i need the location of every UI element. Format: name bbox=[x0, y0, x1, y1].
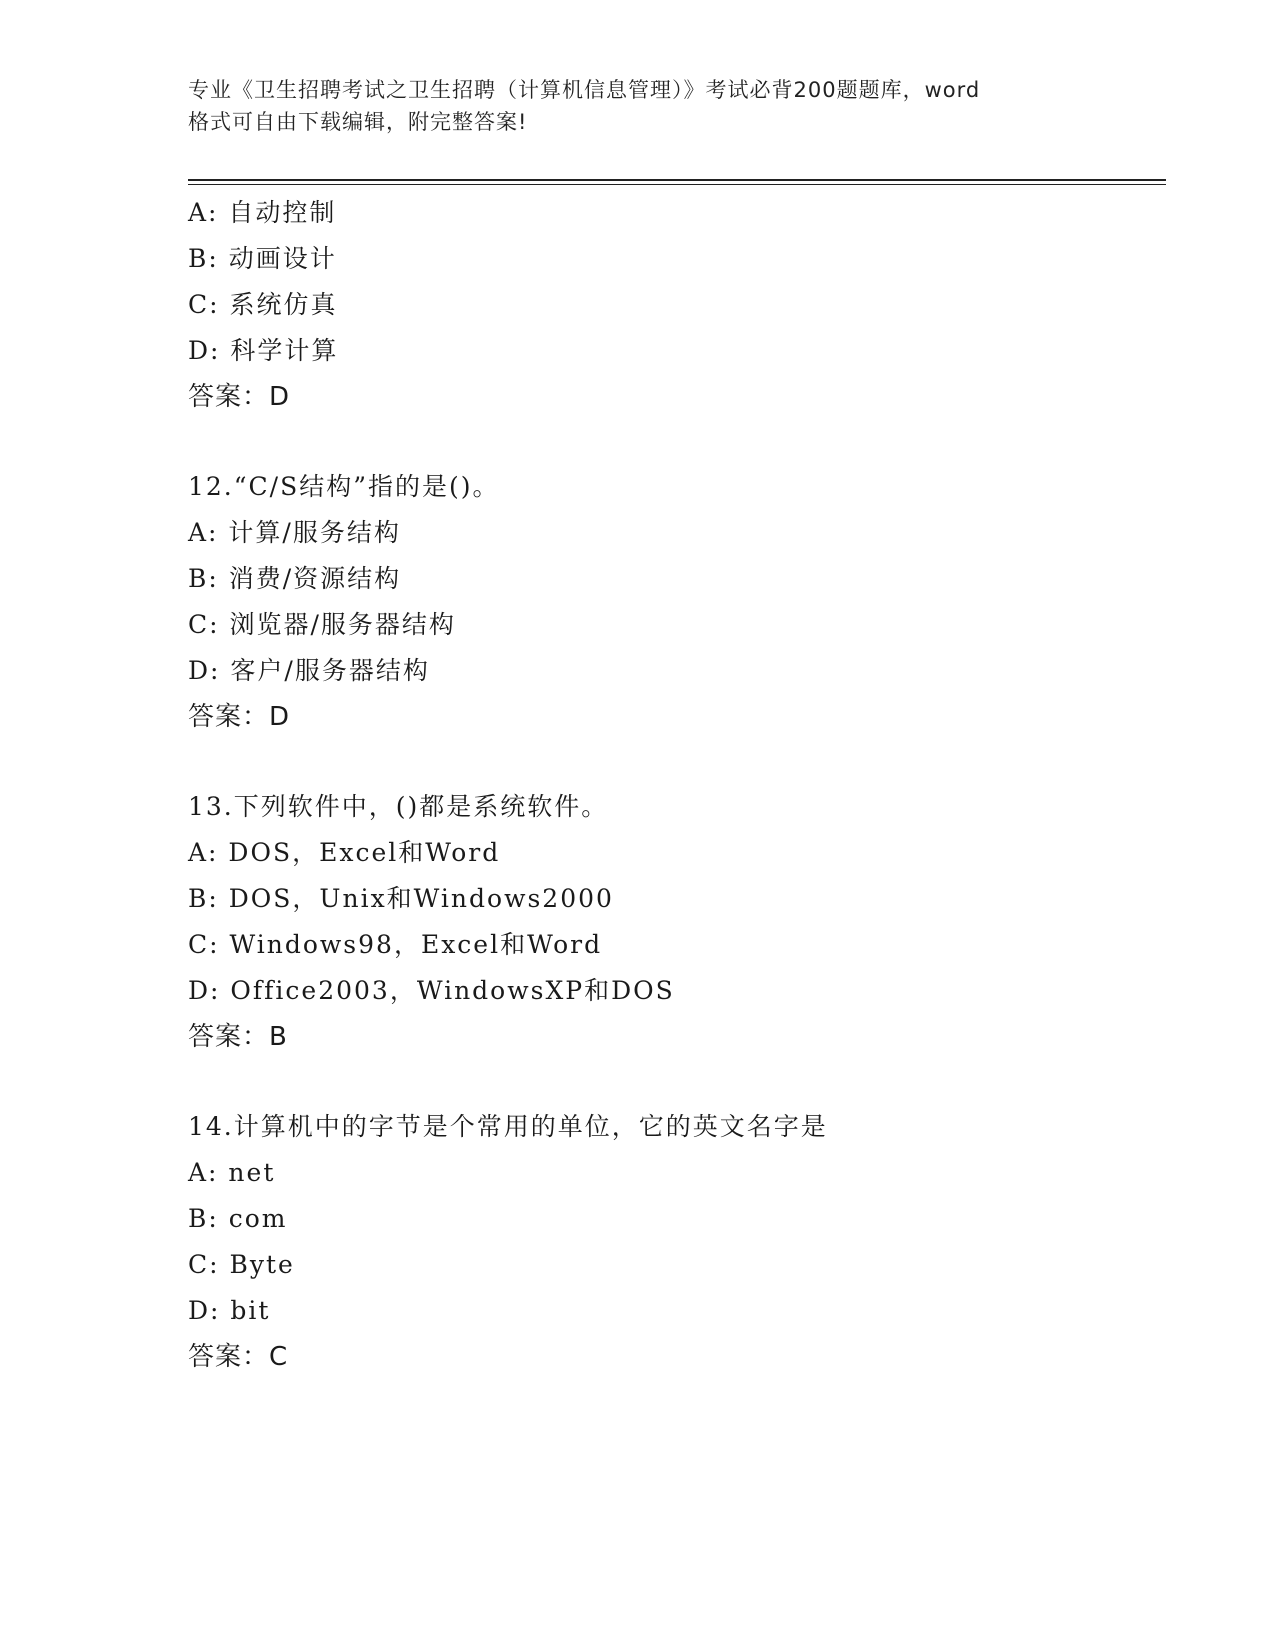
question-block-12 bbox=[188, 464, 1148, 740]
answer-line: 答案：D bbox=[188, 702, 291, 732]
question-title: 14.计算机中的字节是个常用的单位，它的英文名字是 bbox=[188, 1112, 828, 1141]
header-divider-thick bbox=[188, 179, 1166, 181]
option-a: A: 计算/服务结构 bbox=[188, 518, 401, 547]
header-divider-thin bbox=[188, 184, 1166, 185]
question-block-11 bbox=[188, 190, 1148, 420]
option-d: D: Office2003，WindowsXP和DOS bbox=[188, 976, 675, 1005]
option-b: B: 动画设计 bbox=[188, 244, 337, 273]
document-header bbox=[188, 74, 1088, 138]
option-c: C: Windows98，Excel和Word bbox=[188, 930, 603, 959]
option-c: C: Byte bbox=[188, 1250, 295, 1279]
question-title: 13.下列软件中，()都是系统软件。 bbox=[188, 792, 609, 821]
option-a: A: net bbox=[188, 1158, 276, 1187]
header-line-2: 格式可自由下载编辑，附完整答案! bbox=[188, 110, 528, 134]
option-d: D: 科学计算 bbox=[188, 336, 339, 365]
option-b: B: 消费/资源结构 bbox=[188, 564, 402, 593]
question-block-14 bbox=[188, 1104, 1148, 1380]
option-c: C: 系统仿真 bbox=[188, 290, 338, 319]
answer-line: 答案：B bbox=[188, 1022, 288, 1052]
option-c: C: 浏览器/服务器结构 bbox=[188, 610, 456, 639]
option-d: D: bit bbox=[188, 1296, 271, 1325]
question-block-13 bbox=[188, 784, 1148, 1060]
option-a: A: DOS，Excel和Word bbox=[188, 838, 501, 867]
answer-line: 答案：D bbox=[188, 382, 291, 412]
option-b: B: com bbox=[188, 1204, 288, 1233]
answer-line: 答案：C bbox=[188, 1342, 289, 1372]
question-title: 12.“C/S结构”指的是()。 bbox=[188, 472, 500, 501]
option-b: B: DOS，Unix和Windows2000 bbox=[188, 884, 614, 913]
option-d: D: 客户/服务器结构 bbox=[188, 656, 430, 685]
option-a: A: 自动控制 bbox=[188, 198, 337, 227]
header-line-1: 专业《卫生招聘考试之卫生招聘（计算机信息管理）》考试必背200题题库，word bbox=[188, 78, 981, 102]
question-content bbox=[188, 190, 1148, 1380]
